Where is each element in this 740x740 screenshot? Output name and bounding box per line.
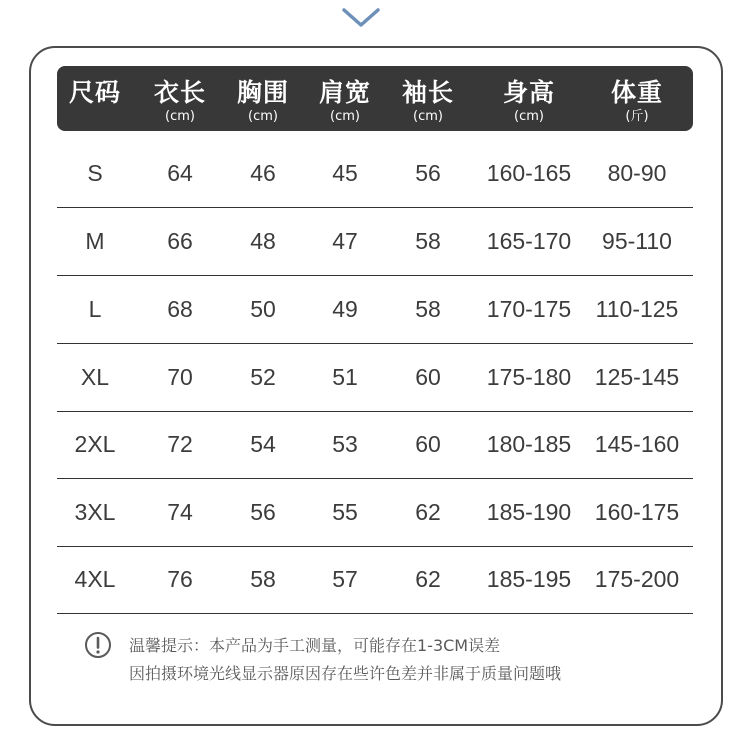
- table-row: [57, 411, 693, 479]
- cell-size: 3XL: [74, 499, 116, 525]
- cell-height: 185-195: [486, 566, 572, 592]
- header-unit: (斤): [625, 109, 649, 124]
- header-unit: (cm): [165, 109, 195, 124]
- cell-shoulder: 57: [332, 566, 358, 592]
- cell-size: S: [87, 160, 103, 186]
- tip-line-1: 温馨提示：本产品为手工测量，可能存在1-3CM误差: [129, 636, 501, 655]
- cell-height: 175-180: [486, 364, 572, 390]
- cell-sleeve: 62: [415, 566, 441, 592]
- cell-height: 165-170: [486, 228, 572, 254]
- cell-size: 2XL: [74, 431, 116, 457]
- table-row: [57, 276, 693, 344]
- tip-note: [84, 631, 684, 691]
- tip-line-2: 因拍摄环境光线显示器原因存在些许色差并非属于质量问题哦: [129, 664, 562, 683]
- cell-height: 185-190: [486, 499, 572, 525]
- cell-weight: 175-200: [594, 566, 680, 592]
- header-unit: (cm): [514, 109, 544, 124]
- cell-weight: 110-125: [595, 296, 679, 322]
- cell-height: 180-185: [486, 431, 572, 457]
- cell-weight: 80-90: [607, 160, 667, 186]
- table-row: [57, 546, 693, 614]
- cell-chest: 46: [250, 160, 276, 186]
- cell-length: 76: [167, 566, 193, 592]
- exclamation-circle-icon: [84, 631, 112, 659]
- cell-shoulder: 53: [332, 431, 358, 457]
- cell-size: M: [85, 228, 105, 254]
- header-label: 尺码: [68, 78, 122, 107]
- header-label: 衣长: [153, 78, 207, 107]
- header-unit: (cm): [413, 109, 443, 124]
- header-weight: [611, 66, 663, 131]
- table-row: [57, 479, 693, 547]
- cell-sleeve: 58: [415, 296, 441, 322]
- chevron-down-icon: [342, 8, 380, 28]
- cell-chest: 50: [250, 296, 276, 322]
- header-height: [503, 66, 555, 131]
- header-chest: [237, 66, 289, 131]
- cell-weight: 95-110: [602, 228, 672, 254]
- cell-chest: 58: [250, 566, 276, 592]
- table-header: [57, 66, 693, 131]
- cell-length: 72: [167, 431, 193, 457]
- cell-size: L: [88, 296, 102, 322]
- cell-size: XL: [80, 364, 110, 390]
- cell-length: 68: [167, 296, 193, 322]
- cell-chest: 48: [250, 228, 276, 254]
- table-row: [57, 208, 693, 276]
- header-unit: (cm): [330, 109, 360, 124]
- cell-shoulder: 51: [332, 364, 358, 390]
- cell-sleeve: 58: [415, 228, 441, 254]
- cell-sleeve: 60: [415, 364, 441, 390]
- header-sleeve: [402, 66, 454, 131]
- cell-sleeve: 60: [415, 431, 441, 457]
- cell-height: 170-175: [486, 296, 572, 322]
- header-label: 肩宽: [318, 78, 372, 107]
- cell-weight: 125-145: [594, 364, 680, 390]
- cell-shoulder: 47: [332, 228, 358, 254]
- cell-sleeve: 56: [415, 160, 441, 186]
- table-row: [57, 140, 693, 208]
- cell-chest: 52: [250, 364, 276, 390]
- header-length: [154, 66, 206, 131]
- header-unit: (cm): [248, 109, 278, 124]
- cell-height: 160-165: [486, 160, 572, 186]
- cell-chest: 56: [250, 499, 276, 525]
- cell-shoulder: 45: [332, 160, 358, 186]
- cell-chest: 54: [250, 431, 276, 457]
- header-label: 袖长: [401, 78, 455, 107]
- cell-weight: 145-160: [594, 431, 680, 457]
- header-size: [69, 66, 121, 131]
- header-label: 胸围: [236, 78, 290, 107]
- cell-length: 74: [167, 499, 193, 525]
- cell-shoulder: 49: [332, 296, 358, 322]
- header-label: 身高: [502, 78, 556, 107]
- cell-shoulder: 55: [332, 499, 358, 525]
- table-row: [57, 344, 693, 412]
- cell-length: 70: [167, 364, 193, 390]
- header-shoulder: [319, 66, 371, 131]
- cell-length: 66: [167, 228, 193, 254]
- header-label: 体重: [610, 78, 664, 107]
- cell-size: 4XL: [74, 566, 116, 592]
- cell-sleeve: 62: [415, 499, 441, 525]
- cell-length: 64: [167, 160, 193, 186]
- cell-weight: 160-175: [594, 499, 680, 525]
